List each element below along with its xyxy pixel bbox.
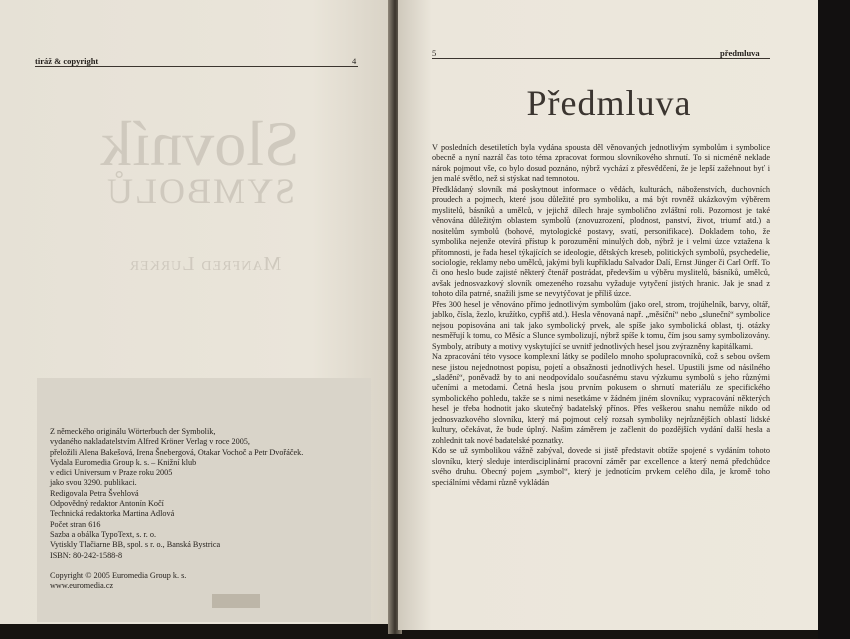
left-header-rule: [35, 66, 358, 67]
paragraph: Kdo se už symbolikou vážně zabýval, dovede si jistě představit obtíže spojené s vydáním tohoto slovníku, který sleduje interdisciplinární pracovní záměr par excellence a který nemá předchůdce svého druhu. Obecný pojem „symbol“, který je jednotícím prvkem celého díla, je kromě toho speciálními vědami různě vykládán: [432, 446, 770, 487]
left-running-head: tiráž & copyright: [35, 56, 99, 66]
imprint-line: Odpovědný redaktor Antonín Kočí: [50, 499, 164, 509]
paragraph: V posledních desetiletích byla vydána spousta děl věnovaných jednotlivým symbolům i symbolice obecně a nyní nazrál čas toto téma zpracovat formou slovníkového shrnutí. To si nicméně neklade nárok pojmout vše, co bylo dosud poznáno, nýbrž vychází z přesvědčení, že je lepší zažehnout byť i jen malé světlo, než si stýskat nad temnotou.: [432, 143, 770, 184]
left-page-number: 4: [352, 56, 357, 66]
imprint-line: Technická redaktorka Martina Adlová: [50, 509, 175, 519]
imprint-line: v edici Universum v Praze roku 2005: [50, 468, 173, 478]
showthrough-logo: [212, 594, 260, 608]
imprint-line: Redigovala Petra Švehlová: [50, 488, 139, 498]
right-header-rule: [432, 58, 770, 59]
page-title: Předmluva: [526, 83, 692, 123]
publisher-url: www.euromedia.cz: [50, 581, 114, 591]
paragraph: Předkládaný slovník má poskytnout informace o vědách, kulturách, náboženstvích, duchovních proudech a pojmech, které jsou důležité pro symboliku, a má být rovněž ukázkovým výběrem myslitelů, básníků a umělců, v jejichž dílech hraje symbolično zvláštní roli. Pozornost je také věnována důležitým oblastem symbolů (znovuzrození, plodnost, panství, život, triumf atd.) a nositelům symbolů (bohové, mytologické postavy, svatí, personifikace). Dokladem toho, že symbolika nejenže otevírá přístup k porozumění minulých dob, nýbrž je i velmi úzce vztažena k přítomnosti, je řada hesel týkajících se ideologie, dětských kreseb, politických symbolů, psychedelie, sociologie, reklamy nebo umělců, jakými byli kupříkladu Salvador Dalí, Ernst Jünger či Carl Orff. To či ono heslo bude zajisté některý čtenář postrádat, především u výběru myslitelů, básníků, umělců, avšak jednosvazkový slovník omezeného rozsahu vyžaduje vytyčení jistých hranic. Jak je snad z tohoto díla patrné, snažili jsme se nevytýčovat je příliš úzce.: [432, 184, 770, 299]
showthrough-title-2: SYMBOLŮ: [104, 171, 296, 211]
imprint-block: [50, 427, 355, 561]
paragraph: Přes 300 hesel je věnováno přímo jednotlivým symbolům (jako orel, strom, trojúhelník, barvy, oltář, jablko, čísla, žezlo, kružítko, cypřiš atd.). Hesla věnovaná např. „měsíční“ nebo „sluneční“ symbolice nejsou popisována ani tak jako symbolický prvek, ale spíše jako symbolická oblast, tj. otázky nesměřují k tomu, co Měsíc a Slunce symbolizují, nýbrž spíše k tomu, čím jsou samy symbolizovány. Symboly, atributy a motivy vyskytující se uvnitř jednotlivých hesel jsou zvýrazněny kapitálkami.: [432, 299, 770, 351]
showthrough-title-1: Slovník: [100, 108, 300, 179]
paragraph: Na zpracování této vysoce komplexní látky se podílelo mnoho spolupracovníků, což s sebou ovšem nese jistou nejednotnost popisu, pojetí a obsažnosti jednotlivých hesel. Upustili jsme od násilného „sladění“, poněvadž by to ani neodpovídalo současnému stavu výzkumu symbolů s jeho různými učeními a metodami. Četná hesla jsou prvním pokusem o shrnutí materiálu ze specifického symbolického pohledu, takže se s nimi nesetkáme v žádném jiném slovníku; vypracování některých hesel je třeba hodnotit jako skutečný badatelský přínos. Přes veškerou snahu nemůže nikdo od jednosvazkového slovníku, který má pojmout celý rozsah symboliky nejrůznějších oblastí lidské kultury, očekávat, že bude úplný. Našim záměrem je začlenit do pozdějších vydání další hesla a zohlednit tak nové badatelské poznatky.: [432, 352, 770, 445]
left-page: [0, 0, 390, 624]
imprint-line: Sazba a obálka TypoText, s. r. o.: [50, 529, 157, 539]
imprint-line: Z německého originálu Wörterbuch der Symbolik,: [50, 427, 216, 436]
imprint-line: Počet stran 616: [50, 519, 101, 529]
imprint-line: Vytiskly Tlačiarne BB, spol. s r. o., Banská Bystrica: [50, 540, 221, 550]
imprint-line: jako svou 3290. publikaci.: [50, 478, 137, 488]
imprint-line: ISBN: 80-242-1588-8: [50, 550, 123, 560]
preface-body: [432, 143, 770, 488]
showthrough-author: Manfred Lurker: [128, 253, 282, 275]
copyright-block: [50, 571, 186, 592]
imprint-line: Vydala Euromedia Group k. s. – Knižní klub: [50, 457, 197, 467]
right-page-number: 5: [432, 48, 437, 58]
right-running-head: předmluva: [720, 48, 760, 58]
imprint-line: vydaného nakladatelstvím Alfred Kröner Verlag v roce 2005,: [50, 437, 250, 447]
imprint-line: přeložili Alena Bakešová, Irena Šnebergová, Otakar Vochoč a Petr Dvořáček.: [50, 447, 304, 457]
dark-background-edge: [818, 0, 850, 639]
copyright-line: Copyright © 2005 Euromedia Group k. s.: [50, 571, 187, 580]
